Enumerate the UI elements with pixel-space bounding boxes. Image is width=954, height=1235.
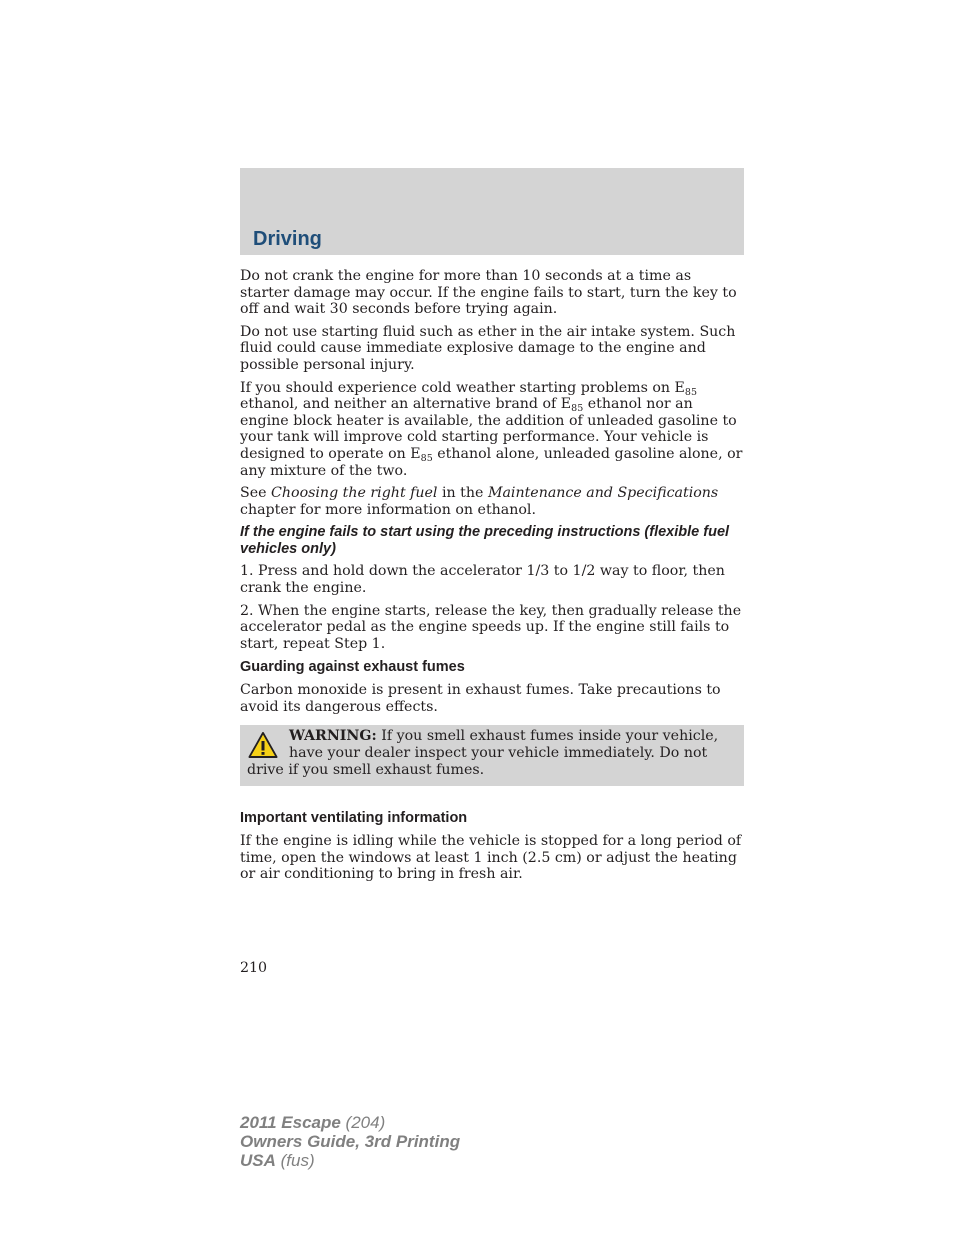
- page-content: [240, 268, 744, 889]
- document-footer: [240, 1113, 460, 1170]
- subscript: 85: [571, 403, 584, 415]
- flex-fuel-heading: If the engine fails to start using the preceding instructions (flexible fuel vehicles only): [240, 524, 730, 558]
- text-run: in the: [437, 485, 488, 502]
- footer-market-code: (fus): [275, 1151, 315, 1170]
- footer-line: [240, 1113, 460, 1132]
- footer-printing: Owners Guide, 3rd Printing: [240, 1132, 461, 1151]
- ventilation-paragraph: If the engine is idling while the vehicle is stopped for a long period of time, open the windows at least 1 inch (2.5 cm) or adjust the heating or air conditioning to bring in fresh air.: [240, 833, 742, 883]
- step-item: 1. Press and hold down the accelerator 1/3 to 1/2 way to floor, then crank the engine.: [240, 563, 725, 596]
- subscript: 85: [684, 386, 698, 398]
- warning-text: If you smell exhaust fumes inside your vehicle, have your dealer inspect your vehicle immediately. Do not drive if you smell exhaust fumes.: [247, 728, 719, 778]
- text-run: chapter for more information on ethanol.: [240, 501, 536, 518]
- text-run: ethanol alone, unleaded gasoline alone, or any mixture of the two.: [240, 445, 743, 479]
- page-number: 210: [240, 960, 268, 976]
- starting-fluid-paragraph: Do not use starting fluid such as ether in the air intake system. Such fluid could cause immediate explosive damage to the engine and possible personal injury.: [240, 323, 736, 373]
- cross-reference: Choosing the right fuel: [271, 485, 438, 502]
- footer-model: 2011 Escape: [240, 1113, 341, 1132]
- text-run: See: [240, 485, 272, 502]
- text-run: If you should experience cold weather starting problems on E: [240, 379, 685, 396]
- warning-triangle-icon: [248, 731, 278, 759]
- text-run: ethanol nor an engine block heater is available, the addition of unleaded gasoline to your tank will improve cold starting performance. Your vehicle is designed to operate on E: [240, 396, 737, 462]
- crank-paragraph: Do not crank the engine for more than 10 seconds at a time as starter damage may occur. If the engine fails to start, turn the key to off and wait 30 seconds before trying again.: [240, 268, 737, 318]
- text-run: ethanol, and neither an alternative brand of E: [240, 396, 572, 413]
- chapter-reference: Maintenance and Specifications: [487, 485, 719, 502]
- footer-market: USA: [240, 1151, 276, 1170]
- ventilation-heading: Important ventilating information: [240, 810, 468, 827]
- footer-line: [240, 1151, 460, 1170]
- warning-box: [240, 725, 744, 786]
- exhaust-heading: Guarding against exhaust fumes: [240, 659, 465, 676]
- exhaust-paragraph: Carbon monoxide is present in exhaust fumes. Take precautions to avoid its dangerous effects.: [240, 682, 721, 715]
- see-also-paragraph: [240, 485, 744, 518]
- footer-model-code: (204): [340, 1113, 386, 1132]
- cold-weather-paragraph: [240, 380, 744, 480]
- subscript: 85: [420, 452, 433, 464]
- warning-label: WARNING:: [289, 728, 377, 745]
- section-header-band: [240, 168, 744, 255]
- step-item: 2. When the engine starts, release the key, then gradually release the accelerator pedal as the engine speeds up. If the engine still fails to start, repeat Step 1.: [240, 602, 742, 652]
- section-title: Driving: [253, 228, 322, 250]
